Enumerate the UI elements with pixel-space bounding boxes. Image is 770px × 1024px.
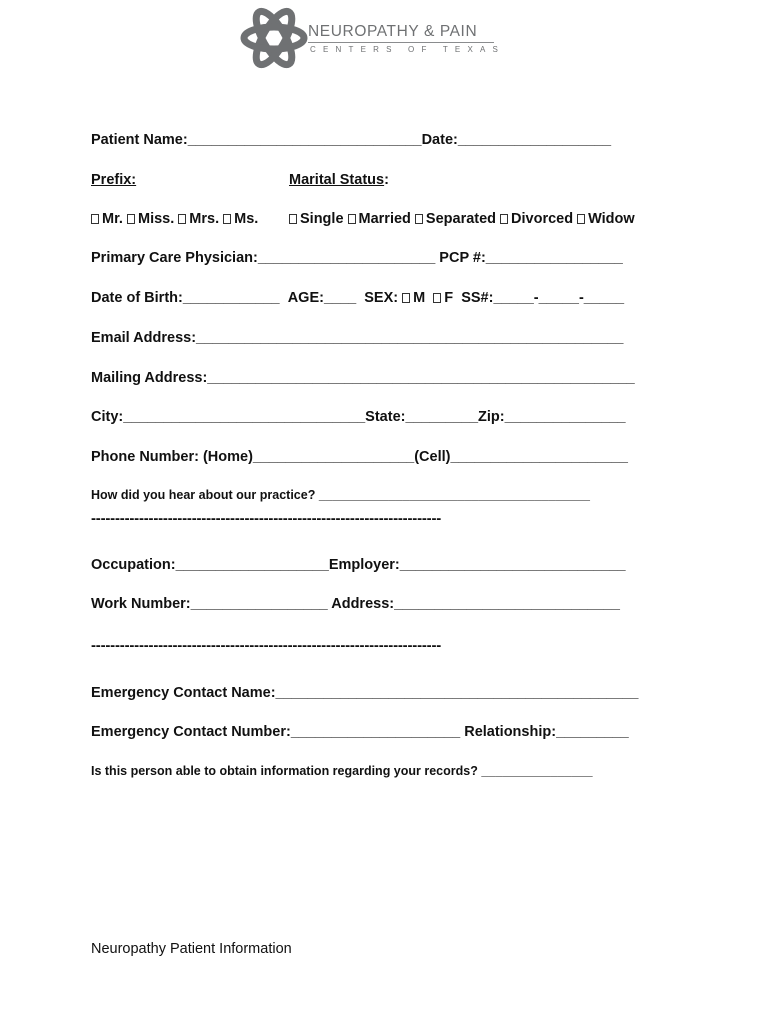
mailing-address-field[interactable]: _____________________________________________________ (207, 370, 635, 386)
marital-option-separated[interactable] (415, 211, 496, 227)
marital-options (289, 210, 635, 228)
marital-option-divorced[interactable] (500, 211, 573, 227)
marital-status-colon: : (384, 172, 389, 188)
employer-label: Employer: (328, 557, 400, 573)
atom-logo-icon (240, 4, 308, 72)
option-label: F (444, 290, 454, 306)
checkbox[interactable] (577, 214, 585, 224)
option-label: Ms. (234, 211, 259, 227)
emergency-contact-number-field[interactable]: _____________________ (290, 724, 461, 740)
checkbox[interactable] (91, 214, 99, 224)
checkbox[interactable] (223, 214, 231, 224)
zip-field[interactable]: _______________ (504, 409, 626, 425)
logo-title: NEUROPATHY & PAIN (308, 23, 478, 40)
dashed-divider: ------------------------------------------------------------------------- (91, 637, 442, 654)
marital-heading-row (289, 171, 389, 189)
occupation-row (91, 556, 626, 574)
option-label: Married (358, 211, 411, 227)
referral-field[interactable]: _______________________________________ (318, 488, 590, 502)
referral-label: How did you hear about our practice? (91, 488, 316, 502)
page-footer: Neuropathy Patient Information (91, 941, 292, 957)
relationship-label: Relationship: (464, 724, 557, 740)
age-field[interactable]: ____ (323, 290, 357, 306)
mailing-row (91, 369, 635, 387)
marital-status-label: Marital Status (289, 172, 385, 188)
prefix-option-miss[interactable] (127, 211, 174, 227)
records-row (91, 762, 593, 780)
pcp-number-label: PCP #: (439, 250, 486, 266)
dob-label: Date of Birth: (91, 290, 183, 306)
emergency-contact-name-field[interactable]: _____________________________________________ (275, 685, 639, 701)
dashed-divider: ------------------------------------------------------------------------- (91, 510, 442, 527)
work-row (91, 595, 620, 613)
checkbox[interactable] (433, 293, 441, 303)
ss-field[interactable]: _____-_____-_____ (493, 290, 625, 306)
pcp-number-field[interactable]: _________________ (485, 250, 623, 266)
logo (240, 4, 506, 74)
marital-option-married[interactable] (348, 211, 411, 227)
date-field[interactable]: ___________________ (457, 132, 612, 148)
option-label: Divorced (511, 211, 574, 227)
prefix-label: Prefix: (91, 172, 137, 188)
cell-phone-label: (Cell) (414, 449, 451, 465)
work-address-field[interactable]: ____________________________ (394, 596, 620, 612)
city-field[interactable]: ______________________________ (123, 409, 366, 425)
emergency-contact-name-label: Emergency Contact Name: (91, 685, 276, 701)
checkbox[interactable] (289, 214, 297, 224)
email-field[interactable]: _____________________________________________________ (196, 330, 624, 346)
date-label: Date: (421, 132, 458, 148)
patient-name-label: Patient Name: (91, 132, 188, 148)
checkbox[interactable] (348, 214, 356, 224)
work-number-label: Work Number: (91, 596, 191, 612)
records-question-label: Is this person able to obtain information regarding your records? (91, 764, 478, 778)
relationship-field[interactable]: _________ (556, 724, 629, 740)
option-label: Miss. (137, 211, 175, 227)
home-phone-field[interactable]: ____________________ (252, 449, 415, 465)
checkbox[interactable] (178, 214, 186, 224)
referral-row (91, 486, 590, 504)
email-label: Email Address: (91, 330, 197, 346)
dob-row (91, 289, 624, 307)
work-number-field[interactable]: _________________ (190, 596, 328, 612)
checkbox[interactable] (402, 293, 410, 303)
prefix-option-mr[interactable] (91, 211, 123, 227)
emergency-number-row (91, 723, 629, 741)
marital-option-single[interactable] (289, 211, 344, 227)
option-label: Separated (425, 211, 497, 227)
age-label: AGE: (287, 290, 324, 306)
email-row (91, 329, 623, 347)
city-row (91, 408, 626, 426)
state-field[interactable]: _________ (405, 409, 479, 425)
pcp-label: Primary Care Physician: (91, 250, 258, 266)
option-label: Single (300, 211, 344, 227)
employer-field[interactable]: ____________________________ (399, 557, 626, 573)
phone-row (91, 448, 628, 466)
zip-label: Zip: (478, 409, 505, 425)
ss-label: SS#: (461, 290, 494, 306)
cell-phone-field[interactable]: ______________________ (450, 449, 628, 465)
option-label: M (413, 290, 426, 306)
option-label: Mr. (102, 211, 123, 227)
logo-subtitle: CENTERS OF TEXAS (310, 45, 506, 54)
option-label: Widow (588, 211, 635, 227)
marital-option-widow[interactable] (577, 211, 635, 227)
dob-field[interactable]: ____________ (182, 290, 280, 306)
emergency-contact-number-label: Emergency Contact Number: (91, 724, 291, 740)
records-question-field[interactable]: ________________ (481, 764, 593, 778)
sex-option-m[interactable] (402, 290, 425, 306)
occupation-field[interactable]: ___________________ (175, 557, 329, 573)
state-label: State: (365, 409, 406, 425)
sex-option-f[interactable] (433, 290, 453, 306)
patient-name-field[interactable]: _____________________________ (187, 132, 422, 148)
city-label: City: (91, 409, 124, 425)
prefix-heading-row (91, 171, 136, 189)
checkbox[interactable] (127, 214, 135, 224)
logo-divider (308, 42, 494, 43)
checkbox[interactable] (415, 214, 423, 224)
sex-label: SEX: (364, 290, 399, 306)
work-address-label: Address: (331, 596, 395, 612)
pcp-field[interactable]: ______________________ (257, 250, 436, 266)
occupation-label: Occupation: (91, 557, 176, 573)
pcp-row (91, 249, 623, 267)
prefix-options (91, 210, 258, 228)
emergency-name-row (91, 684, 638, 702)
prefix-option-ms[interactable] (223, 211, 258, 227)
patient-name-row (91, 131, 611, 149)
mailing-address-label: Mailing Address: (91, 370, 208, 386)
option-label: Mrs. (189, 211, 220, 227)
checkbox[interactable] (500, 214, 508, 224)
home-phone-label: Phone Number: (Home) (91, 449, 253, 465)
prefix-option-mrs[interactable] (178, 211, 219, 227)
